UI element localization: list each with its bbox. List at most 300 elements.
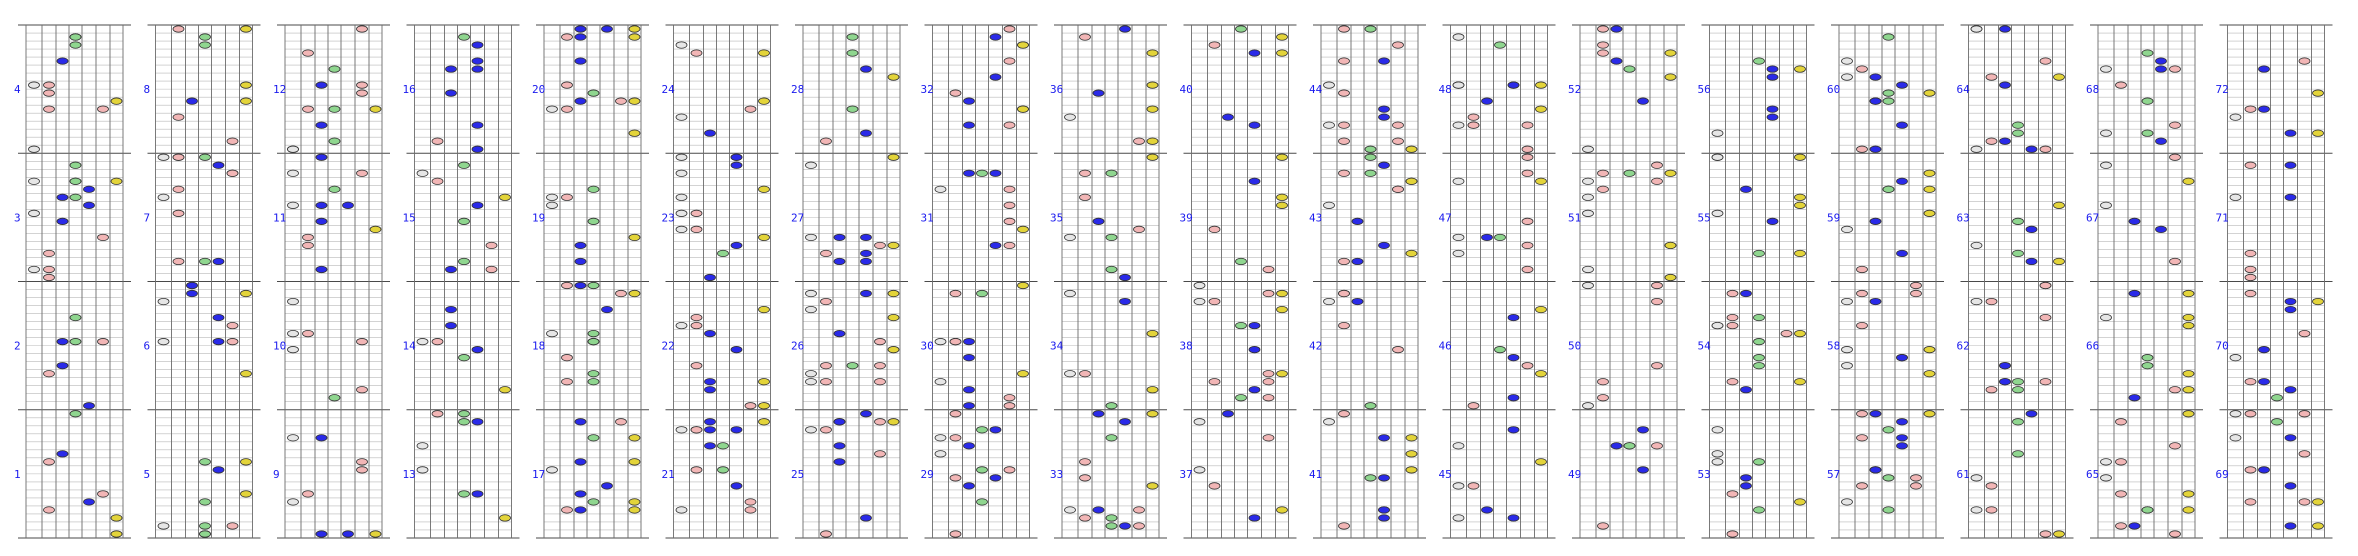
note <box>70 162 81 168</box>
note <box>977 467 988 473</box>
note <box>241 98 252 104</box>
note <box>1263 266 1274 272</box>
note <box>731 242 742 248</box>
note <box>173 26 184 32</box>
note <box>241 491 252 497</box>
note <box>2013 378 2024 384</box>
note <box>691 467 702 473</box>
note <box>1754 459 1765 465</box>
note <box>2156 66 2167 72</box>
note <box>111 531 122 537</box>
note <box>1727 290 1738 296</box>
note <box>888 314 899 320</box>
measure-label: 35 <box>1050 211 1064 225</box>
note <box>588 435 599 441</box>
note <box>562 282 573 288</box>
note <box>1883 507 1894 513</box>
note <box>1379 106 1390 112</box>
note <box>1453 234 1464 240</box>
note <box>888 290 899 296</box>
note <box>1795 154 1806 160</box>
note <box>888 154 899 160</box>
note <box>588 378 599 384</box>
note <box>57 58 68 64</box>
note <box>2259 467 2270 473</box>
note <box>500 194 511 200</box>
note <box>2299 411 2310 417</box>
note <box>1712 427 1723 433</box>
note <box>200 523 211 529</box>
note <box>588 186 599 192</box>
note <box>1194 419 1205 425</box>
note <box>98 338 109 344</box>
note <box>1897 419 1908 425</box>
measure-label: 12 <box>273 83 287 97</box>
measure-label: 60 <box>1827 83 1841 97</box>
note <box>2040 314 2051 320</box>
note <box>1522 170 1533 176</box>
note <box>1652 298 1663 304</box>
note <box>1194 298 1205 304</box>
note <box>1857 146 1868 152</box>
note <box>861 66 872 72</box>
note <box>602 26 613 32</box>
note <box>562 106 573 112</box>
note <box>1120 298 1131 304</box>
note <box>2142 130 2153 136</box>
note <box>227 322 238 328</box>
note <box>1004 26 1015 32</box>
note <box>588 282 599 288</box>
note <box>486 266 497 272</box>
measure-label: 5 <box>143 467 151 481</box>
note <box>588 338 599 344</box>
note <box>70 194 81 200</box>
note <box>691 362 702 368</box>
note <box>1727 531 1738 537</box>
note <box>1598 186 1609 192</box>
measure-label: 44 <box>1309 83 1323 97</box>
note <box>2183 387 2194 393</box>
note <box>1857 322 1868 328</box>
note <box>200 154 211 160</box>
note <box>1536 82 1547 88</box>
note <box>562 34 573 40</box>
note <box>2101 314 2112 320</box>
note <box>575 242 586 248</box>
note <box>2259 378 2270 384</box>
note <box>459 354 470 360</box>
note <box>2245 162 2256 168</box>
note <box>2116 491 2127 497</box>
note <box>1883 186 1894 192</box>
note <box>84 202 95 208</box>
note <box>44 274 55 280</box>
note <box>1263 290 1274 296</box>
note <box>1147 106 1158 112</box>
note <box>888 419 899 425</box>
note <box>44 250 55 256</box>
note <box>2116 419 2127 425</box>
measure-label: 34 <box>1050 339 1064 353</box>
note <box>1495 42 1506 48</box>
note <box>575 459 586 465</box>
note <box>1406 146 1417 152</box>
note <box>1482 98 1493 104</box>
note <box>964 403 975 409</box>
note <box>1324 122 1335 128</box>
note <box>1277 50 1288 56</box>
note <box>200 499 211 505</box>
note <box>629 499 640 505</box>
note <box>1767 218 1778 224</box>
note <box>834 258 845 264</box>
note <box>2142 354 2153 360</box>
note <box>1324 298 1335 304</box>
note <box>1106 266 1117 272</box>
note <box>964 443 975 449</box>
note <box>343 202 354 208</box>
note <box>1897 443 1908 449</box>
note <box>357 459 368 465</box>
note <box>821 378 832 384</box>
measure-label: 52 <box>1568 83 1582 97</box>
note <box>1754 314 1765 320</box>
measure-label: 16 <box>402 83 416 97</box>
note <box>834 234 845 240</box>
note <box>1236 258 1247 264</box>
note <box>1106 515 1117 521</box>
note <box>1406 451 1417 457</box>
note <box>2285 387 2296 393</box>
note <box>1795 330 1806 336</box>
note <box>676 210 687 216</box>
note <box>316 202 327 208</box>
note <box>2142 50 2153 56</box>
note <box>98 491 109 497</box>
note <box>1665 170 1676 176</box>
note <box>1665 50 1676 56</box>
note <box>1712 130 1723 136</box>
note <box>2183 290 2194 296</box>
note <box>935 338 946 344</box>
note <box>2245 467 2256 473</box>
note <box>459 258 470 264</box>
note <box>2183 411 2194 417</box>
note <box>616 98 627 104</box>
note <box>629 290 640 296</box>
note <box>1453 122 1464 128</box>
note <box>2040 282 2051 288</box>
note <box>84 403 95 409</box>
note <box>821 362 832 368</box>
note <box>303 330 314 336</box>
note <box>1080 515 1091 521</box>
note <box>1857 266 1868 272</box>
note <box>1971 298 1982 304</box>
note <box>187 98 198 104</box>
note <box>745 403 756 409</box>
note <box>731 346 742 352</box>
note <box>2245 266 2256 272</box>
measure-label: 15 <box>402 211 416 225</box>
note <box>459 34 470 40</box>
note <box>446 322 457 328</box>
note <box>1781 330 1792 336</box>
measure-label: 20 <box>532 83 546 97</box>
note <box>303 50 314 56</box>
note <box>1986 387 1997 393</box>
note <box>547 202 558 208</box>
note <box>1134 138 1145 144</box>
note <box>70 411 81 417</box>
note <box>316 122 327 128</box>
note <box>847 362 858 368</box>
note <box>629 435 640 441</box>
note <box>616 419 627 425</box>
note <box>2259 346 2270 352</box>
note <box>1080 459 1091 465</box>
measure-label: 26 <box>791 339 805 353</box>
note <box>676 194 687 200</box>
note <box>2285 483 2296 489</box>
note <box>29 82 40 88</box>
note <box>1482 234 1493 240</box>
note <box>1767 66 1778 72</box>
measure-label: 55 <box>1697 211 1711 225</box>
note <box>847 106 858 112</box>
note <box>2129 395 2140 401</box>
measure-label: 30 <box>920 339 934 353</box>
note <box>759 50 770 56</box>
note <box>44 459 55 465</box>
note <box>2170 122 2181 128</box>
note <box>2285 306 2296 312</box>
note <box>1842 499 1853 505</box>
measure-label: 50 <box>1568 339 1582 353</box>
note <box>1339 258 1350 264</box>
note <box>303 491 314 497</box>
note <box>1106 403 1117 409</box>
note <box>2170 387 2181 393</box>
note <box>1379 162 1390 168</box>
note <box>1277 154 1288 160</box>
note <box>1857 411 1868 417</box>
note <box>417 443 428 449</box>
note <box>547 194 558 200</box>
note <box>1453 82 1464 88</box>
note <box>2313 523 2324 529</box>
note <box>1795 378 1806 384</box>
note <box>1611 58 1622 64</box>
note <box>1897 122 1908 128</box>
note <box>316 531 327 537</box>
note <box>500 515 511 521</box>
note <box>1986 298 1997 304</box>
note <box>1249 50 1260 56</box>
note <box>575 26 586 32</box>
note <box>759 98 770 104</box>
measure-label: 56 <box>1697 83 1711 97</box>
note <box>1741 186 1752 192</box>
note <box>1379 435 1390 441</box>
measure-label: 10 <box>273 339 287 353</box>
note <box>1004 186 1015 192</box>
note <box>200 42 211 48</box>
note <box>691 427 702 433</box>
note <box>1741 387 1752 393</box>
note <box>57 218 68 224</box>
note <box>1795 66 1806 72</box>
note <box>1638 467 1649 473</box>
note <box>1379 58 1390 64</box>
note <box>1236 322 1247 328</box>
note <box>227 138 238 144</box>
note <box>472 66 483 72</box>
note <box>1249 515 1260 521</box>
note <box>1339 411 1350 417</box>
note <box>1638 98 1649 104</box>
note <box>1093 507 1104 513</box>
note <box>1870 146 1881 152</box>
note <box>2285 130 2296 136</box>
note <box>2101 66 2112 72</box>
note <box>705 443 716 449</box>
note <box>676 154 687 160</box>
note <box>2054 202 2065 208</box>
note <box>357 82 368 88</box>
note <box>2299 451 2310 457</box>
note <box>1767 74 1778 80</box>
note <box>1870 298 1881 304</box>
note <box>1065 370 1076 376</box>
note <box>213 258 224 264</box>
note <box>1911 475 1922 481</box>
note <box>417 467 428 473</box>
note <box>964 387 975 393</box>
measure-label: 36 <box>1050 83 1064 97</box>
note <box>1522 242 1533 248</box>
note <box>44 370 55 376</box>
note <box>1536 459 1547 465</box>
note <box>1004 403 1015 409</box>
note <box>57 362 68 368</box>
note <box>1263 435 1274 441</box>
note <box>1147 411 1158 417</box>
measure-label: 13 <box>402 467 416 481</box>
note <box>588 218 599 224</box>
note <box>1897 250 1908 256</box>
note <box>459 419 470 425</box>
note <box>950 338 961 344</box>
note <box>1263 378 1274 384</box>
note <box>1339 138 1350 144</box>
note <box>1352 258 1363 264</box>
note <box>200 531 211 537</box>
note <box>1727 491 1738 497</box>
note <box>1870 98 1881 104</box>
note <box>1453 515 1464 521</box>
note <box>1120 523 1131 529</box>
note <box>1583 266 1594 272</box>
note <box>213 338 224 344</box>
note <box>1754 250 1765 256</box>
note <box>691 226 702 232</box>
measure-label: 38 <box>1179 339 1193 353</box>
note <box>158 194 169 200</box>
note <box>705 274 716 280</box>
note <box>1004 242 1015 248</box>
note <box>1665 274 1676 280</box>
note <box>990 242 1001 248</box>
note <box>1924 370 1935 376</box>
note <box>731 154 742 160</box>
note <box>2272 419 2283 425</box>
note <box>1209 226 1220 232</box>
note <box>731 162 742 168</box>
note <box>806 427 817 433</box>
note <box>1598 378 1609 384</box>
note <box>29 210 40 216</box>
note <box>173 114 184 120</box>
note <box>964 338 975 344</box>
measure-label: 18 <box>532 339 546 353</box>
note <box>2285 523 2296 529</box>
note <box>2000 362 2011 368</box>
note <box>977 170 988 176</box>
note <box>1911 282 1922 288</box>
note <box>1911 290 1922 296</box>
note <box>1727 322 1738 328</box>
note <box>2026 226 2037 232</box>
note <box>459 218 470 224</box>
note <box>1598 170 1609 176</box>
note <box>111 98 122 104</box>
note <box>629 34 640 40</box>
note <box>2156 58 2167 64</box>
note <box>1277 306 1288 312</box>
note <box>158 298 169 304</box>
note <box>575 419 586 425</box>
note <box>861 258 872 264</box>
note <box>343 531 354 537</box>
measure-label: 72 <box>2215 83 2229 97</box>
note <box>676 170 687 176</box>
note <box>1712 322 1723 328</box>
note <box>676 114 687 120</box>
note <box>446 306 457 312</box>
note <box>2183 178 2194 184</box>
note <box>1468 403 1479 409</box>
note <box>241 26 252 32</box>
note <box>486 242 497 248</box>
measure-label: 71 <box>2215 211 2229 225</box>
note <box>2013 122 2024 128</box>
note <box>303 242 314 248</box>
note <box>1393 122 1404 128</box>
note <box>1147 82 1158 88</box>
note <box>1986 74 1997 80</box>
note <box>1598 26 1609 32</box>
note <box>1924 210 1935 216</box>
note <box>547 467 558 473</box>
measure-label: 29 <box>920 467 934 481</box>
note <box>2313 499 2324 505</box>
note <box>1468 114 1479 120</box>
note <box>759 378 770 384</box>
note <box>173 186 184 192</box>
note <box>2183 507 2194 513</box>
